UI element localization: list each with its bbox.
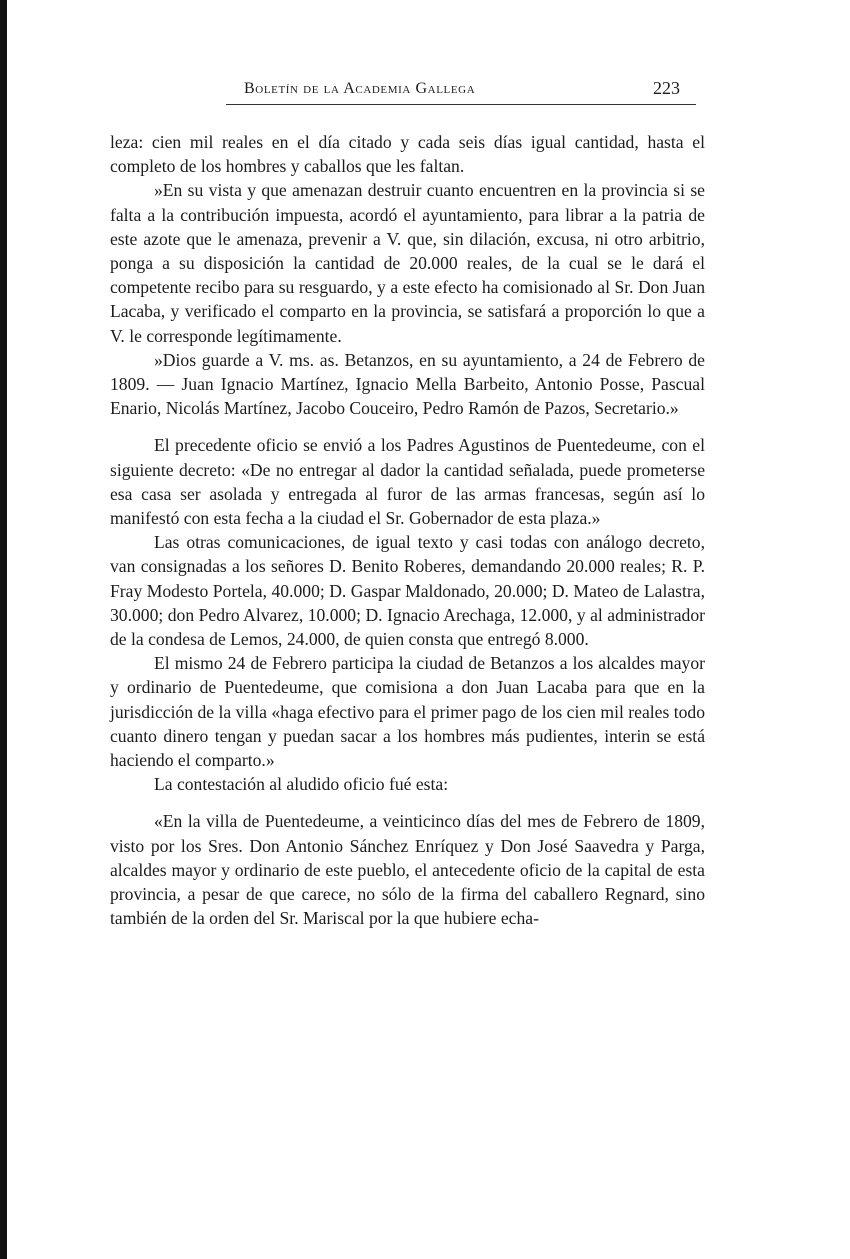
paragraph: »Dios guarde a V. ms. as. Betanzos, en su ayuntamiento, a 24 de Febrero de 1809. — Juan Ignacio Martínez, Ignacio Mella Barbeito, Antonio Posse, Pascual Enario, Nicolás Martínez, Jacobo Couceiro, Pedro Ramón de Pazos, Secretario.» bbox=[110, 349, 705, 419]
paragraph: «En la villa de Puentedeume, a veinticinco días del mes de Febrero de 1809, visto por los Sres. Don Antonio Sánchez Enríquez y Don José Saavedra y Parga, alcaldes mayor y ordinario de este pueblo, el antecedente oficio de la capital de esta provincia, a pesar de que carece, no sólo de la firma del caballero Regnard, sino también de la orden del Sr. Mariscal por la que hubiere echa- bbox=[110, 811, 705, 929]
paragraph: El precedente oficio se envió a los Padres Agustinos de Puentedeume, con el siguiente decreto: «De no entregar al dador la cantidad señalada, puede prometerse esa casa ser asolada y entregada al furor de las armas francesas, según así lo manifestó con esta fecha a la ciudad el Sr. Gobernador de esta plaza.» bbox=[110, 435, 705, 529]
paragraph: leza: cien mil reales en el día citado y cada seis días igual cantidad, hasta el completo de los hombres y caballos que les faltan. bbox=[110, 132, 705, 177]
header-rule bbox=[226, 104, 696, 105]
paragraph: Las otras comunicaciones, de igual texto y casi todas con análogo decreto, van consignadas a los señores D. Benito Roberes, demandando 20.000 reales; R. P. Fray Modesto Portela, 40.000; D. Gaspar Maldonado, 20.000; D. Mateo de Lalastra, 30.000; don Pedro Alvarez, 10.000; D. Ignacio Arechaga, 12.000, y al administrador de la condesa de Lemos, 24.000, de quien consta que entregó 8.000. bbox=[110, 532, 705, 650]
page-number: 223 bbox=[653, 78, 680, 98]
paragraph: »En su vista y que amenazan destruir cuanto encuentren en la provincia si se falta a la contribución impuesta, acordó el ayuntamiento, para librar a la patria de este azote que le amenaza, prevenir a V. que, sin dilación, excusa, ni otro arbitrio, ponga a su disposición la cantidad de 20.000 reales, de la cual se le dará el competente recibo para su resguardo, y a este efecto ha comisionado al Sr. Don Juan Lacaba, y verificado el comparto en la provincia, se satisfará a proporción lo que a V. le corresponde legítimamente. bbox=[110, 180, 705, 346]
journal-title: Boletín de la Academia Gallega bbox=[244, 80, 476, 97]
paragraph: El mismo 24 de Febrero participa la ciudad de Betanzos a los alcaldes mayor y ordinario de Puentedeume, que comisiona a don Juan Lacaba para que en la jurisdicción de la villa «haga efectivo para el primer pago de los cien mil reales todo cuanto dinero tengan y puedan sacar a los hombres más pudientes, interin se está haciendo el comparto.» bbox=[110, 653, 705, 771]
body-text bbox=[110, 130, 705, 931]
page-binding-edge bbox=[0, 0, 7, 1259]
running-header bbox=[244, 80, 684, 104]
paragraph: La contestación al aludido oficio fué esta: bbox=[154, 774, 449, 795]
